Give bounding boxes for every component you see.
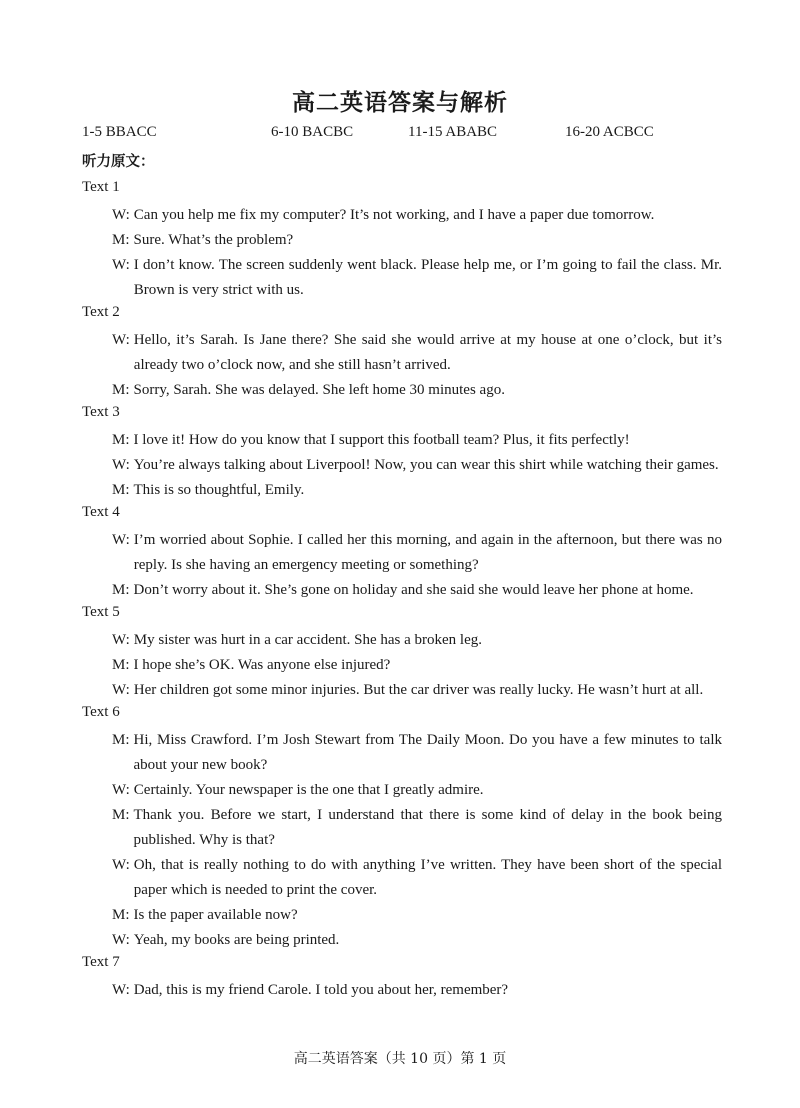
utterance-text: Hello, it’s Sarah. Is Jane there? She said she would arrive at my house at one o’clock, but it’s already two o’clock now, and she still hasn’t arrived. (133, 332, 722, 373)
speaker-label: M: (112, 382, 130, 398)
speaker-label: W: (112, 332, 130, 348)
dialogue-line (82, 853, 722, 903)
speaker-label: M: (112, 657, 130, 673)
transcript (82, 178, 722, 1003)
utterance-text: Dad, this is my friend Carole. I told you about her, remember? (133, 982, 509, 998)
utterance-text: Can you help me fix my computer? It’s not working, and I have a paper due tomorrow. (133, 207, 655, 223)
utterance-text: I don’t know. The screen suddenly went black. Please help me, or I’m going to fail the class. Mr. Brown is very strict with us. (133, 257, 722, 298)
speaker-label: W: (112, 932, 130, 948)
dialogue-line (82, 378, 722, 403)
dialogue-line (82, 653, 722, 678)
dialogue-line (82, 203, 722, 228)
dialogue-line (82, 578, 722, 603)
utterance-text: You’re always talking about Liverpool! Now, you can wear this shirt while watching their games. (133, 457, 719, 473)
speaker-label: W: (112, 857, 130, 873)
dialogue-line (82, 803, 722, 853)
text-label: Text 1 (82, 179, 120, 195)
dialogue-line (82, 628, 722, 653)
answer-group: 6-10 BACBC (271, 124, 354, 140)
speaker-label: M: (112, 907, 130, 923)
utterance-text: I’m worried about Sophie. I called her this morning, and again in the afternoon, but there was no reply. Is she having an emergency meeting or something? (133, 532, 722, 573)
utterance-text: Yeah, my books are being printed. (133, 932, 340, 948)
speaker-label: M: (112, 732, 130, 748)
answer-group: 11-15 ABABC (408, 124, 498, 140)
dialogue-line (82, 428, 722, 453)
text-label: Text 4 (82, 504, 120, 520)
speaker-label: W: (112, 457, 130, 473)
speaker-label: M: (112, 232, 130, 248)
utterance-text: Hi, Miss Crawford. I’m Josh Stewart from The Daily Moon. Do you have a few minutes to talk about your new book? (133, 732, 722, 773)
dialogue-line (82, 728, 722, 778)
dialogue-line (82, 253, 722, 303)
dialogue-line (82, 328, 722, 378)
utterance-text: I love it! How do you know that I support this football team? Plus, it fits perfectly! (133, 432, 630, 448)
utterance-text: Sorry, Sarah. She was delayed. She left home 30 minutes ago. (133, 382, 505, 398)
text-label: Text 6 (82, 704, 120, 720)
dialogue-line (82, 678, 722, 703)
speaker-label: W: (112, 257, 130, 273)
utterance-text: My sister was hurt in a car accident. She has a broken leg. (133, 632, 483, 648)
section-heading: 听力原文： (82, 154, 155, 170)
utterance-text: Sure. What’s the problem? (133, 232, 294, 248)
utterance-text: This is so thoughtful, Emily. (133, 482, 305, 498)
dialogue-line (82, 978, 722, 1003)
speaker-label: W: (112, 632, 130, 648)
utterance-text: Thank you. Before we start, I understand that there is some kind of delay in the book being published. Why is that? (133, 807, 722, 848)
dialogue-line (82, 478, 722, 503)
utterance-text: Oh, that is really nothing to do with anything I’ve written. They have been short of the special paper which is needed to print the cover. (133, 857, 722, 898)
speaker-label: M: (112, 482, 130, 498)
answer-group: 16-20 ACBCC (565, 124, 654, 140)
answer-group: 1-5 BBACC (82, 124, 157, 140)
dialogue-line (82, 453, 722, 478)
dialogue-line (82, 778, 722, 803)
dialogue-line (82, 903, 722, 928)
text-label: Text 2 (82, 304, 120, 320)
speaker-label: M: (112, 807, 130, 823)
speaker-label: M: (112, 432, 130, 448)
dialogue-line (82, 928, 722, 953)
text-label: Text 5 (82, 604, 120, 620)
text-label: Text 3 (82, 404, 120, 420)
speaker-label: W: (112, 682, 130, 698)
speaker-label: W: (112, 982, 130, 998)
utterance-text: Her children got some minor injuries. But the car driver was really lucky. He wasn’t hurt at all. (133, 682, 704, 698)
page-title: 高二英语答案与解析 (292, 89, 508, 116)
speaker-label: W: (112, 207, 130, 223)
speaker-label: W: (112, 782, 130, 798)
speaker-label: M: (112, 582, 130, 598)
utterance-text: I hope she’s OK. Was anyone else injured? (133, 657, 391, 673)
speaker-label: W: (112, 532, 130, 548)
dialogue-line (82, 228, 722, 253)
utterance-text: Certainly. Your newspaper is the one that I greatly admire. (133, 782, 484, 798)
dialogue-line (82, 528, 722, 578)
utterance-text: Is the paper available now? (133, 907, 298, 923)
utterance-text: Don’t worry about it. She’s gone on holiday and she said she would leave her phone at home. (133, 582, 694, 598)
text-label: Text 7 (82, 954, 120, 970)
page-footer: 高二英语答案（共 10 页）第 1 页 (293, 1051, 507, 1067)
answer-key-row (82, 124, 742, 146)
